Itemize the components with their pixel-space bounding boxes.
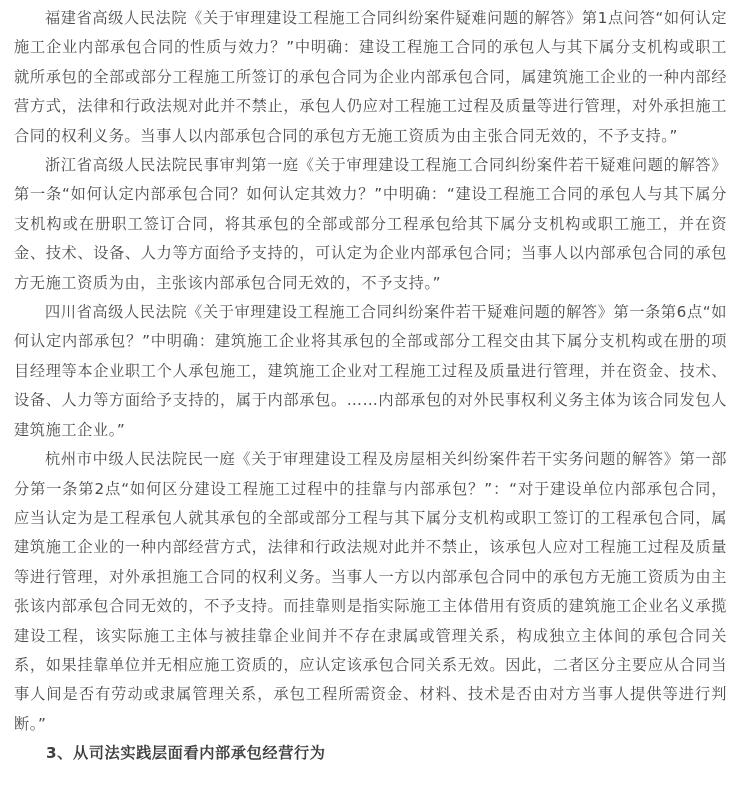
paragraph-sichuan: 四川省高级人民法院《关于审理建设工程施工合同纠纷案件若干疑难问题的解答》第一条第6点“如何认定内部承包？”中明确：建筑施工企业将其承包的全部或部分工程交由其下属分支机构或在册的项目经理等本企业职工个人承包施工，建筑施工企业对工程施工过程及质量进行管理，并在资金、技术、设备、人力等方面给予支持的，属于内部承包。……内部承包的对外民事权利义务主体为该合同发包人建筑施工企业。”: [14, 303, 727, 439]
paragraph-fujian: 福建省高级人民法院《关于审理建设工程施工合同纠纷案件疑难问题的解答》第1点问答“如何认定施工企业内部承包合同的性质与效力？”中明确：建设工程施工合同的承包人与其下属分支机构或职工就所承包的全部或部分工程施工所签订的承包合同为企业内部承包合同，属建筑施工企业的一种内部经营方式，法律和行政法规对此并不禁止，承包人仍应对工程施工过程及质量等进行管理，对外承担施工合同的权利义务。当事人以内部承包合同的承包方无施工资质为由主张合同无效的，不予支持。”: [14, 9, 727, 145]
article-body: [14, 4, 727, 769]
paragraph-zhejiang: 浙江省高级人民法院民事审判第一庭《关于审理建设工程施工合同纠纷案件若干疑难问题的解答》第一条“如何认定内部承包合同？如何认定其效力？”中明确：“建设工程施工合同的承包人与其下属分支机构或在册职工签订合同，将其承包的全部或部分工程承包给其下属分支机构或职工施工，并在资金、技术、设备、人力等方面给予支持的，可认定为企业内部承包合同；当事人以内部承包合同的承包方无施工资质为由，主张该内部承包合同无效的，不予支持。”: [14, 156, 727, 292]
paragraph-hangzhou: 杭州市中级人民法院民一庭《关于审理建设工程及房屋相关纠纷案件若干实务问题的解答》第一部分第一条第2点“如何区分建设工程施工过程中的挂靠与内部承包？”：“对于建设单位内部承包合同，应当认定为是工程承包人就其承包的全部或部分工程与其下属分支机构或职工签订的工程承包合同，属建筑施工企业的一种内部经营方式，法律和行政法规对此并不禁止，该承包人应对工程施工过程及质量等进行管理，对外承担施工合同的权利义务。当事人一方以内部承包合同中的承包方无施工资质为由主张该内部承包合同无效的，不予支持。而挂靠则是指实际施工主体借用有资质的建筑施工企业名义承揽建设工程，该实际施工主体与被挂靠企业间并不存在隶属或管理关系，构成独立主体间的承包合同关系，如果挂靠单位并无相应施工资质的，应认定该承包合同关系无效。因此，二者区分主要应从合同当事人间是否有劳动或隶属管理关系，承包工程所需资金、材料、技术是否由对方当事人提供等进行判断。”: [14, 450, 727, 733]
section-heading: 3、从司法实践层面看内部承包经营行为: [46, 744, 326, 763]
